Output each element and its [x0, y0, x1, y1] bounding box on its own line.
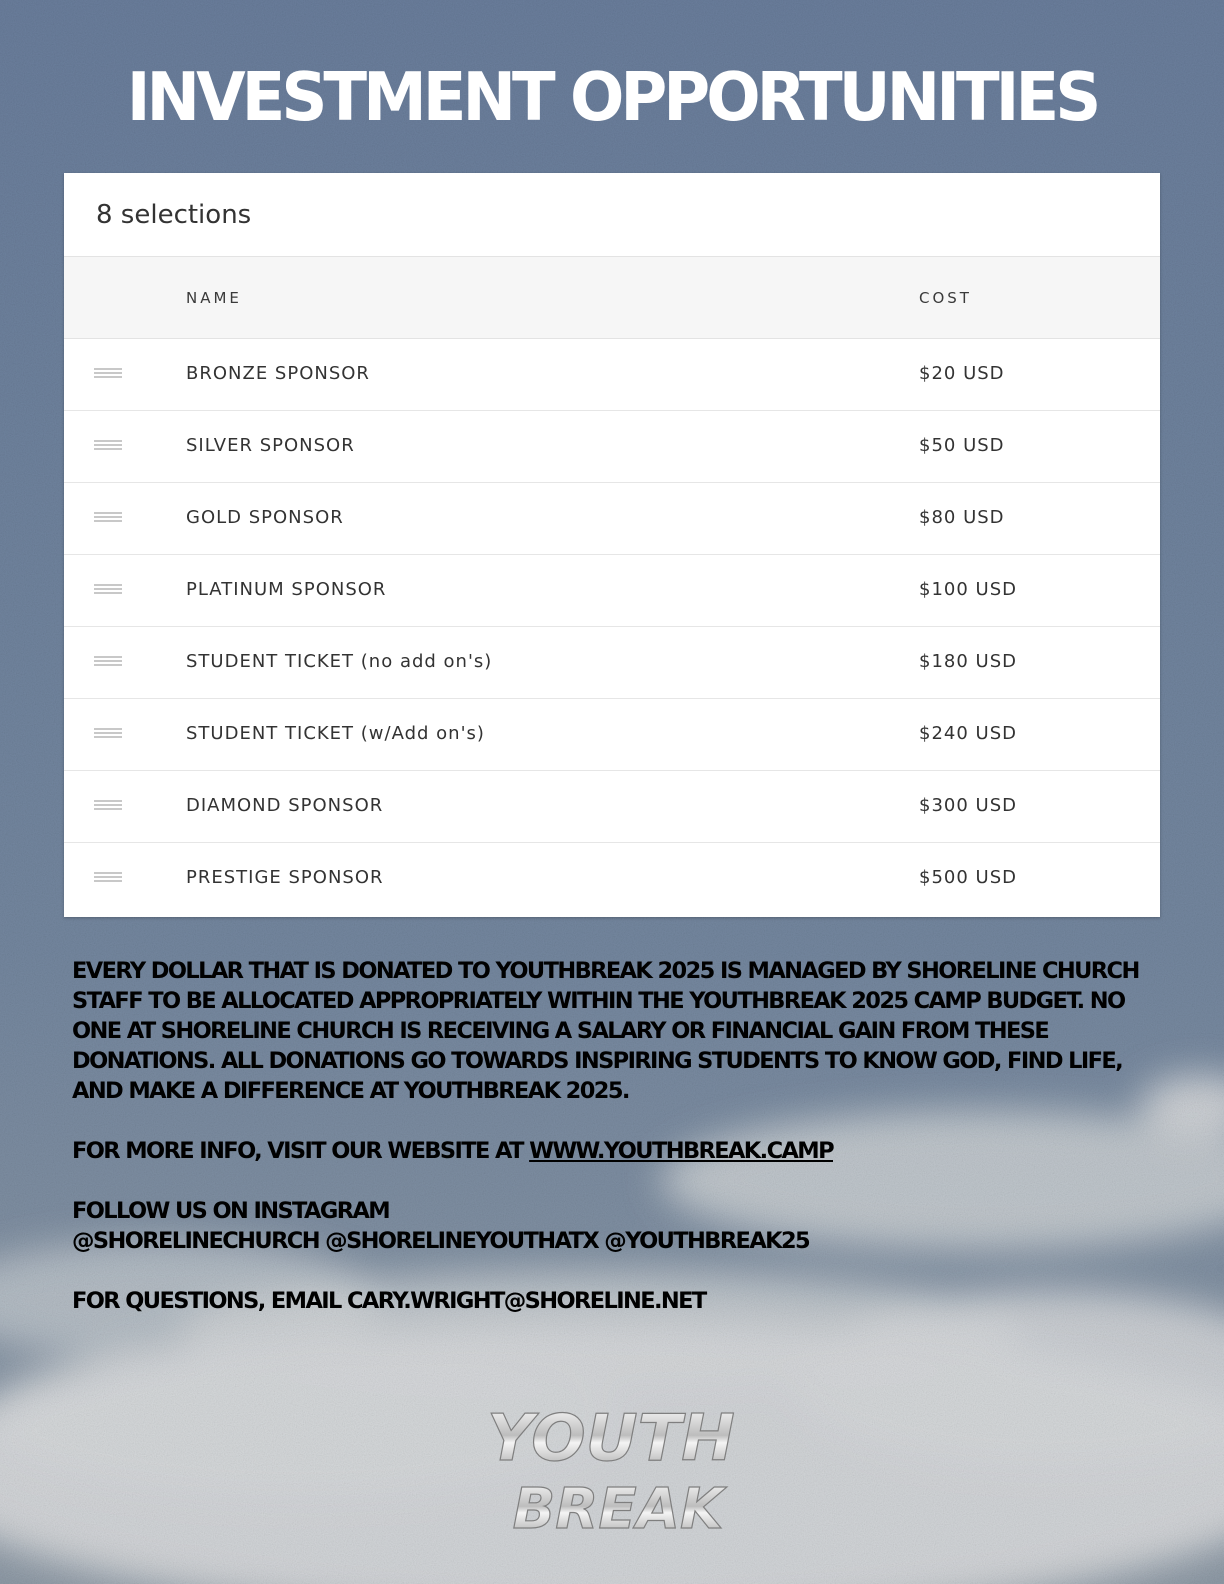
table-header: [64, 257, 1160, 339]
questions-line: FOR QUESTIONS, EMAIL CARY.WRIGHT@SHORELINE.NET: [72, 1288, 706, 1314]
drag-handle-icon[interactable]: [94, 872, 122, 884]
instagram-label: FOLLOW US ON INSTAGRAM: [72, 1198, 390, 1224]
row-name: PLATINUM SPONSOR: [186, 579, 387, 600]
row-name: DIAMOND SPONSOR: [186, 795, 384, 816]
website-link[interactable]: WWW.YOUTHBREAK.CAMP: [529, 1138, 833, 1164]
drag-handle-icon[interactable]: [94, 584, 122, 596]
row-cost: $180 USD: [919, 651, 1017, 672]
column-header-cost: COST: [919, 289, 972, 307]
donation-paragraph: EVERY DOLLAR THAT IS DONATED TO YOUTHBREAK 2025 IS MANAGED BY SHORELINE CHURCH STAFF TO BE ALLOCATED APPROPRIATELY WITHIN THE YOUTHBREAK 2025 CAMP BUDGET. NO ONE AT SHORELINE CHURCH IS RECEIVING A SALARY OR FINANCIAL GAIN FROM THESE DONATIONS. ALL DONATIONS GO TOWARDS INSPIRING STUDENTS TO KNOW GOD, FIND LIFE, AND MAKE A DIFFERENCE AT YOUTHBREAK 2025.: [72, 958, 1139, 1104]
table-row[interactable]: [64, 627, 1160, 699]
table-row[interactable]: [64, 699, 1160, 771]
row-cost: $100 USD: [919, 579, 1017, 600]
table-row[interactable]: [64, 771, 1160, 843]
column-header-name: NAME: [186, 289, 242, 307]
row-name: GOLD SPONSOR: [186, 507, 344, 528]
website-line: [72, 1136, 1162, 1166]
row-name: BRONZE SPONSOR: [186, 363, 370, 384]
row-name: SILVER SPONSOR: [186, 435, 355, 456]
row-cost: $300 USD: [919, 795, 1017, 816]
instagram-handles: @SHORELINECHURCH @SHORELINEYOUTHATX @YOUTHBREAK25: [72, 1228, 810, 1254]
row-cost: $500 USD: [919, 867, 1017, 888]
page-title: INVESTMENT OPPORTUNITIES: [126, 59, 1098, 137]
table-row[interactable]: [64, 339, 1160, 411]
row-cost: $240 USD: [919, 723, 1017, 744]
row-name: PRESTIGE SPONSOR: [186, 867, 384, 888]
row-name: STUDENT TICKET (w/Add on's): [186, 723, 485, 744]
row-cost: $80 USD: [919, 507, 1005, 528]
table-row[interactable]: [64, 843, 1160, 915]
instagram-block: [72, 1196, 1162, 1256]
website-prefix: FOR MORE INFO, VISIT OUR WEBSITE AT: [72, 1138, 530, 1164]
drag-handle-icon[interactable]: [94, 512, 122, 524]
selection-count: 8 selections: [64, 173, 1160, 257]
row-cost: $20 USD: [919, 363, 1005, 384]
drag-handle-icon[interactable]: [94, 440, 122, 452]
drag-handle-icon[interactable]: [94, 656, 122, 668]
logo-line-2: BREAK: [512, 1477, 724, 1542]
table-row[interactable]: [64, 411, 1160, 483]
youthbreak-logo: [478, 1398, 744, 1544]
row-name: STUDENT TICKET (no add on's): [186, 651, 493, 672]
logo-line-1: YOUTH: [487, 1402, 735, 1476]
drag-handle-icon[interactable]: [94, 800, 122, 812]
drag-handle-icon[interactable]: [94, 368, 122, 380]
info-section: [72, 956, 1162, 1346]
table-row[interactable]: [64, 555, 1160, 627]
table-row[interactable]: [64, 483, 1160, 555]
row-cost: $50 USD: [919, 435, 1005, 456]
drag-handle-icon[interactable]: [94, 728, 122, 740]
selection-table: [64, 173, 1160, 917]
